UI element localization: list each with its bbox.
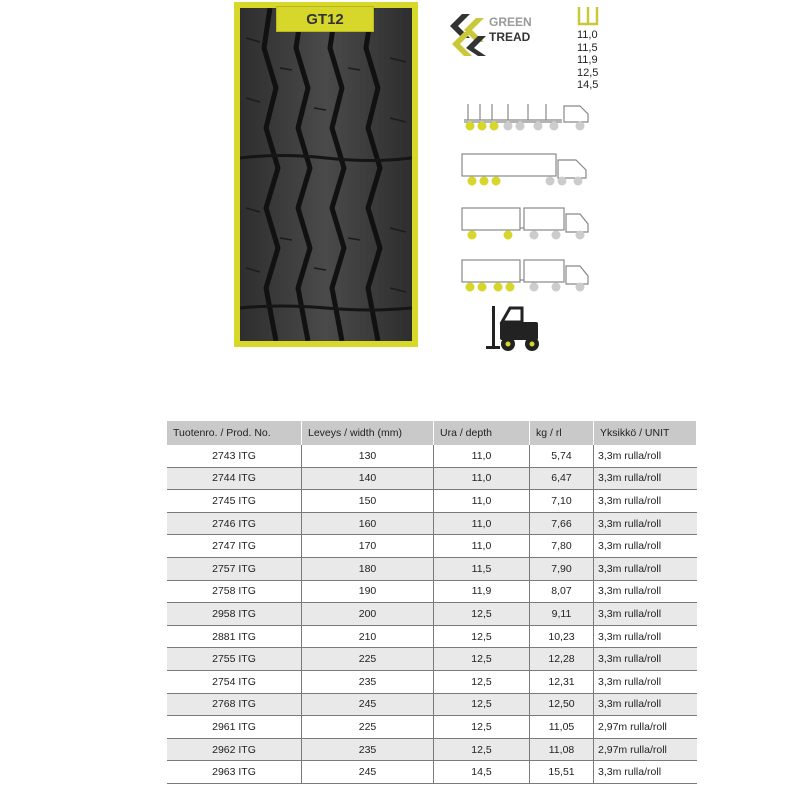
cell-prod-no: 2745 ITG <box>167 490 302 513</box>
cell-depth: 12,5 <box>434 603 530 626</box>
cell-prod-no: 2962 ITG <box>167 738 302 761</box>
cell-prod-no: 2958 ITG <box>167 603 302 626</box>
cell-kg: 12,50 <box>530 693 594 716</box>
table-row <box>167 490 697 513</box>
cell-kg: 7,66 <box>530 512 594 535</box>
header-depth: Ura / depth <box>434 421 530 445</box>
cell-prod-no: 2961 ITG <box>167 716 302 739</box>
logo-text <box>489 15 532 45</box>
cell-unit: 3,3m rulla/roll <box>594 490 697 513</box>
table-row <box>167 670 697 693</box>
cell-width: 200 <box>302 603 434 626</box>
tread-surface <box>240 8 412 341</box>
depth-value: 12,5 <box>577 66 599 79</box>
cell-prod-no: 2747 ITG <box>167 535 302 558</box>
table-row <box>167 625 697 648</box>
cell-depth: 11,9 <box>434 580 530 603</box>
header-prod-no: Tuotenro. / Prod. No. <box>167 421 302 445</box>
semi-trailer-icon <box>458 150 594 190</box>
cell-width: 245 <box>302 761 434 784</box>
cell-unit: 3,3m rulla/roll <box>594 445 697 467</box>
cell-unit: 3,3m rulla/roll <box>594 535 697 558</box>
depth-list <box>577 29 598 92</box>
table-row <box>167 512 697 535</box>
cell-prod-no: 2768 ITG <box>167 693 302 716</box>
cell-unit: 2,97m rulla/roll <box>594 716 697 739</box>
tread-pattern-image <box>234 2 418 347</box>
truck-with-trailer-icon <box>458 204 594 244</box>
product-table <box>167 421 697 784</box>
cell-unit: 3,3m rulla/roll <box>594 693 697 716</box>
header-kg: kg / rl <box>530 421 594 445</box>
table-row <box>167 693 697 716</box>
cell-width: 225 <box>302 716 434 739</box>
cell-kg: 6,47 <box>530 467 594 490</box>
table-row <box>167 716 697 739</box>
cell-width: 180 <box>302 557 434 580</box>
cell-depth: 12,5 <box>434 693 530 716</box>
long-truck-trailer-icon <box>458 256 594 296</box>
cell-prod-no: 2744 ITG <box>167 467 302 490</box>
cell-depth: 11,0 <box>434 535 530 558</box>
cell-unit: 3,3m rulla/roll <box>594 761 697 784</box>
table-body <box>167 445 697 783</box>
cell-prod-no: 2754 ITG <box>167 670 302 693</box>
logo-line2: TREAD <box>489 30 531 44</box>
table-row <box>167 648 697 671</box>
cell-unit: 3,3m rulla/roll <box>594 467 697 490</box>
cell-depth: 11,0 <box>434 490 530 513</box>
table-row <box>167 738 697 761</box>
cell-kg: 10,23 <box>530 625 594 648</box>
cell-width: 140 <box>302 467 434 490</box>
cell-unit: 3,3m rulla/roll <box>594 512 697 535</box>
cell-width: 235 <box>302 738 434 761</box>
logo-line1: GREEN <box>489 15 532 29</box>
cell-depth: 12,5 <box>434 648 530 671</box>
tread-grooves-graphic <box>240 8 412 341</box>
cell-width: 170 <box>302 535 434 558</box>
table-row <box>167 535 697 558</box>
cell-kg: 12,28 <box>530 648 594 671</box>
table-row <box>167 557 697 580</box>
groove-depth-icon <box>577 5 599 27</box>
cell-width: 160 <box>302 512 434 535</box>
cell-kg: 11,08 <box>530 738 594 761</box>
cell-unit: 3,3m rulla/roll <box>594 603 697 626</box>
cell-width: 235 <box>302 670 434 693</box>
depth-value: 14,5 <box>577 79 599 91</box>
table-row <box>167 580 697 603</box>
cell-depth: 12,5 <box>434 625 530 648</box>
cell-kg: 7,90 <box>530 557 594 580</box>
cell-width: 130 <box>302 445 434 467</box>
cell-width: 150 <box>302 490 434 513</box>
cell-kg: 15,51 <box>530 761 594 784</box>
cell-prod-no: 2755 ITG <box>167 648 302 671</box>
cell-depth: 12,5 <box>434 716 530 739</box>
cell-kg: 7,80 <box>530 535 594 558</box>
cell-kg: 7,10 <box>530 490 594 513</box>
depth-value: 11,9 <box>577 54 598 66</box>
cell-depth: 14,5 <box>434 761 530 784</box>
cell-depth: 11,0 <box>434 445 530 467</box>
depth-value: 11,0 <box>577 29 598 41</box>
cell-width: 190 <box>302 580 434 603</box>
cell-kg: 12,31 <box>530 670 594 693</box>
cell-depth: 11,0 <box>434 512 530 535</box>
cell-kg: 8,07 <box>530 580 594 603</box>
cell-unit: 3,3m rulla/roll <box>594 670 697 693</box>
cell-unit: 3,3m rulla/roll <box>594 580 697 603</box>
model-badge: GT12 <box>276 6 374 32</box>
table-row <box>167 761 697 784</box>
cell-kg: 9,11 <box>530 603 594 626</box>
depth-value: 11,5 <box>577 41 598 54</box>
cell-kg: 5,74 <box>530 445 594 467</box>
cell-prod-no: 2746 ITG <box>167 512 302 535</box>
cell-unit: 2,97m rulla/roll <box>594 738 697 761</box>
truck-trailer-icon <box>458 98 594 134</box>
cell-prod-no: 2963 ITG <box>167 761 302 784</box>
cell-prod-no: 2743 ITG <box>167 445 302 467</box>
cell-depth: 11,5 <box>434 557 530 580</box>
cell-unit: 3,3m rulla/roll <box>594 648 697 671</box>
cell-width: 245 <box>302 693 434 716</box>
table-row <box>167 467 697 490</box>
table-header-row <box>167 421 697 445</box>
table-row <box>167 603 697 626</box>
cell-unit: 3,3m rulla/roll <box>594 557 697 580</box>
table-row <box>167 445 697 467</box>
cell-kg: 11,05 <box>530 716 594 739</box>
cell-prod-no: 2757 ITG <box>167 557 302 580</box>
cell-unit: 3,3m rulla/roll <box>594 625 697 648</box>
cell-depth: 12,5 <box>434 738 530 761</box>
cell-depth: 11,0 <box>434 467 530 490</box>
cell-depth: 12,5 <box>434 670 530 693</box>
cell-width: 225 <box>302 648 434 671</box>
header-width: Leveys / width (mm) <box>302 421 434 445</box>
forklift-icon <box>486 300 546 356</box>
cell-width: 210 <box>302 625 434 648</box>
cell-prod-no: 2758 ITG <box>167 580 302 603</box>
header-unit: Yksikkö / UNIT <box>594 421 697 445</box>
cell-prod-no: 2881 ITG <box>167 625 302 648</box>
